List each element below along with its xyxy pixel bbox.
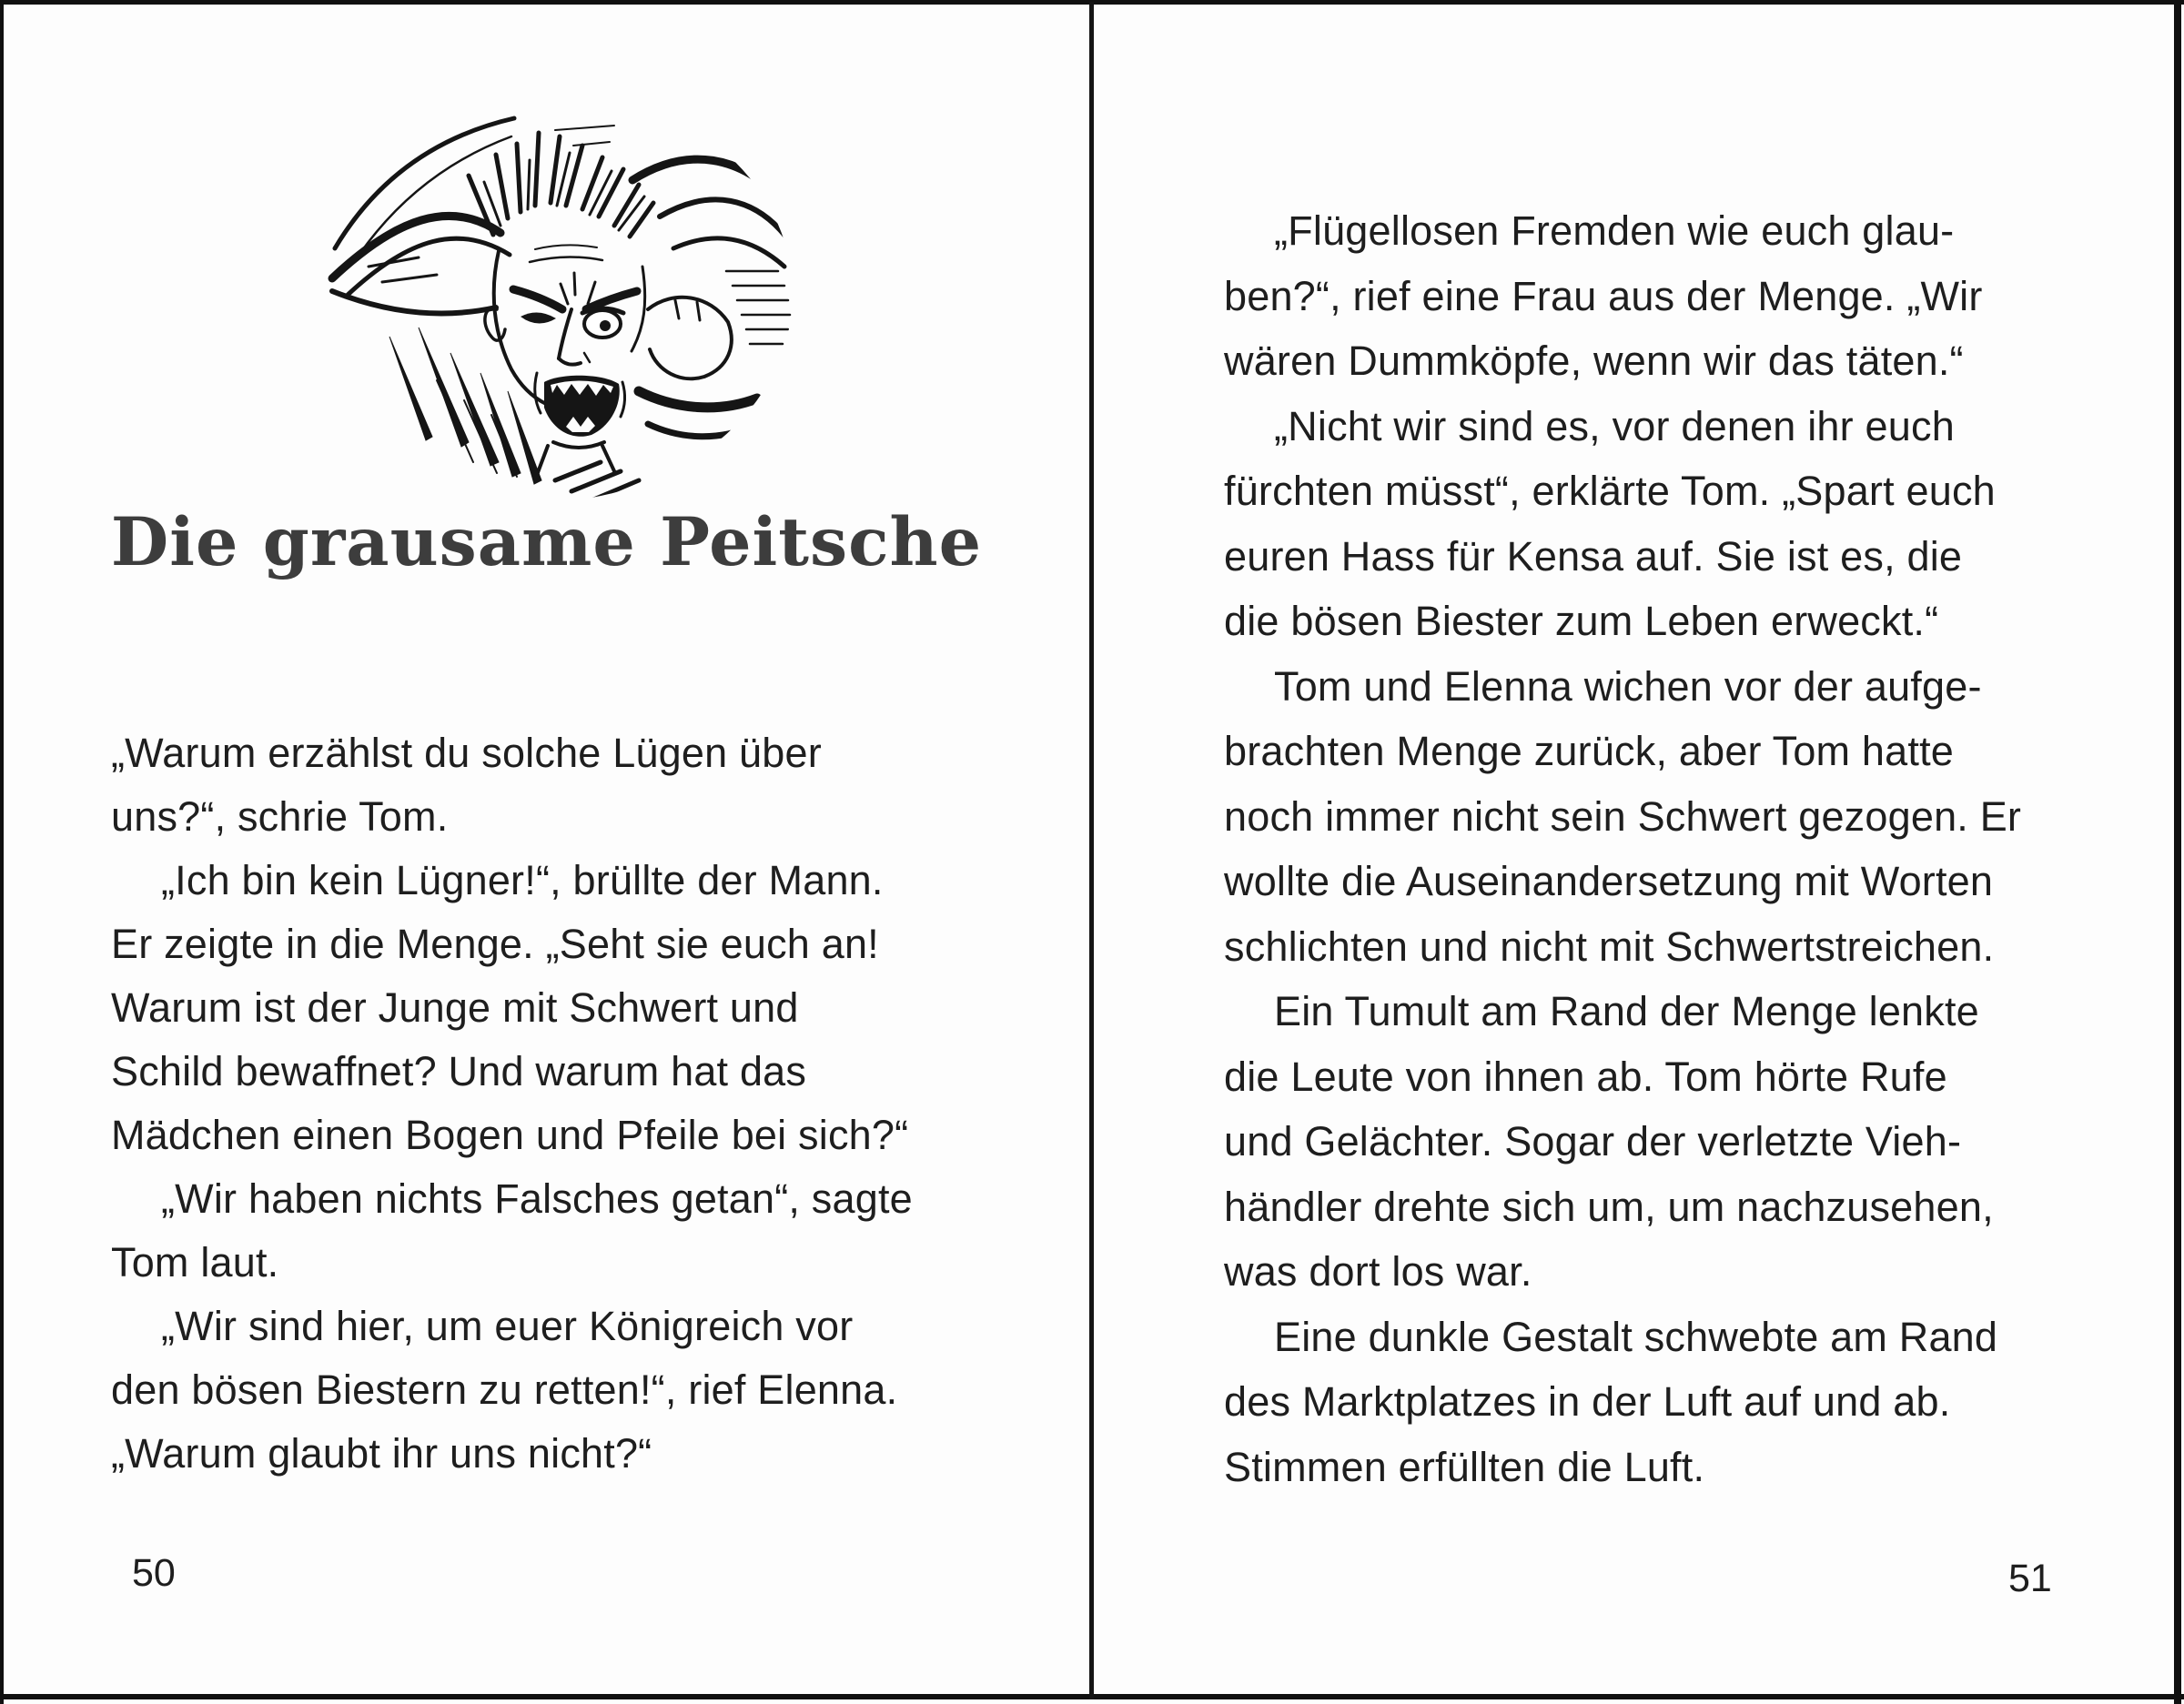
text-line: fürchten müsst“, erklärte Tom. „Spart euch	[1224, 468, 1996, 514]
text-line: Tom und Elenna wichen vor der aufge-	[1274, 662, 1982, 710]
page-gutter-divider	[1089, 2, 1094, 1699]
page-left	[4, 5, 1089, 1694]
text-line: Er zeigte in die Menge. „Seht sie euch an!	[111, 921, 879, 967]
text-line: Schild bewaffnet? Und warum hat das	[111, 1048, 807, 1094]
scan-frame-left	[0, 0, 4, 1704]
text-line: „Wir sind hier, um euer Königreich vor	[161, 1303, 854, 1349]
page-right	[1094, 5, 2174, 1694]
text-line: „Warum glaubt ihr uns nicht?“	[111, 1430, 652, 1477]
text-line: „Wir haben nichts Falsches getan“, sagte	[161, 1175, 913, 1222]
text-line: wären Dummköpfe, wenn wir das täten.“	[1224, 338, 1964, 384]
text-line: die Leute von ihnen ab. Tom hörte Rufe	[1224, 1053, 1947, 1100]
text-line: Mädchen einen Bogen und Pfeile bei sich?“	[111, 1112, 909, 1158]
text-line: „Flügellosen Fremden wie euch glau-	[1274, 207, 1955, 254]
text-line: „Warum erzählst du solche Lügen über	[111, 730, 822, 776]
right-page-body	[1224, 198, 2134, 1499]
left-page-body	[111, 721, 1039, 1486]
text-line: Eine dunkle Gestalt schwebte am Rand	[1274, 1313, 1998, 1360]
text-line: Tom laut.	[111, 1239, 279, 1286]
text-line: ben?“, rief eine Frau aus der Menge. „Wir	[1224, 272, 1983, 319]
text-line: „Ich bin kein Lügner!“, brüllte der Mann.	[161, 857, 884, 903]
text-line: noch immer nicht sein Schwert gezogen. Er	[1224, 792, 2022, 840]
text-line: Warum ist der Junge mit Schwert und	[111, 984, 799, 1031]
text-line: Stimmen erfüllten die Luft.	[1224, 1443, 1705, 1490]
text-line: „Nicht wir sind es, vor denen ihr euch	[1274, 402, 1955, 449]
text-line: wollte die Auseinandersetzung mit Worten	[1224, 858, 1994, 904]
text-line: und Gelächter. Sogar der verletzte Vieh-	[1224, 1118, 1962, 1165]
page-number-left: 50	[132, 1551, 176, 1595]
text-line: brachten Menge zurück, aber Tom hatte	[1224, 728, 1955, 774]
scan-frame-right	[2174, 0, 2181, 1704]
angry-man-illustration	[282, 80, 796, 508]
text-line: des Marktplatzes in der Luft auf und ab.	[1224, 1378, 1951, 1425]
text-line: händler drehte sich um, um nachzusehen,	[1224, 1183, 1994, 1230]
text-line: den bösen Biestern zu retten!“, rief Elenna.	[111, 1366, 898, 1413]
text-line: was dort los war.	[1224, 1248, 1532, 1295]
text-line: schlichten und nicht mit Schwertstreichen.	[1224, 923, 1995, 970]
text-line: uns?“, schrie Tom.	[111, 793, 449, 840]
text-line: die bösen Biester zum Leben erweckt.“	[1224, 598, 1939, 644]
chapter-title: Die grausame Peitsche	[110, 503, 983, 581]
text-line: Ein Tumult am Rand der Menge lenkte	[1274, 988, 1979, 1034]
text-line: euren Hass für Kensa auf. Sie ist es, die	[1224, 532, 1963, 580]
page-number-right: 51	[2008, 1557, 2052, 1600]
